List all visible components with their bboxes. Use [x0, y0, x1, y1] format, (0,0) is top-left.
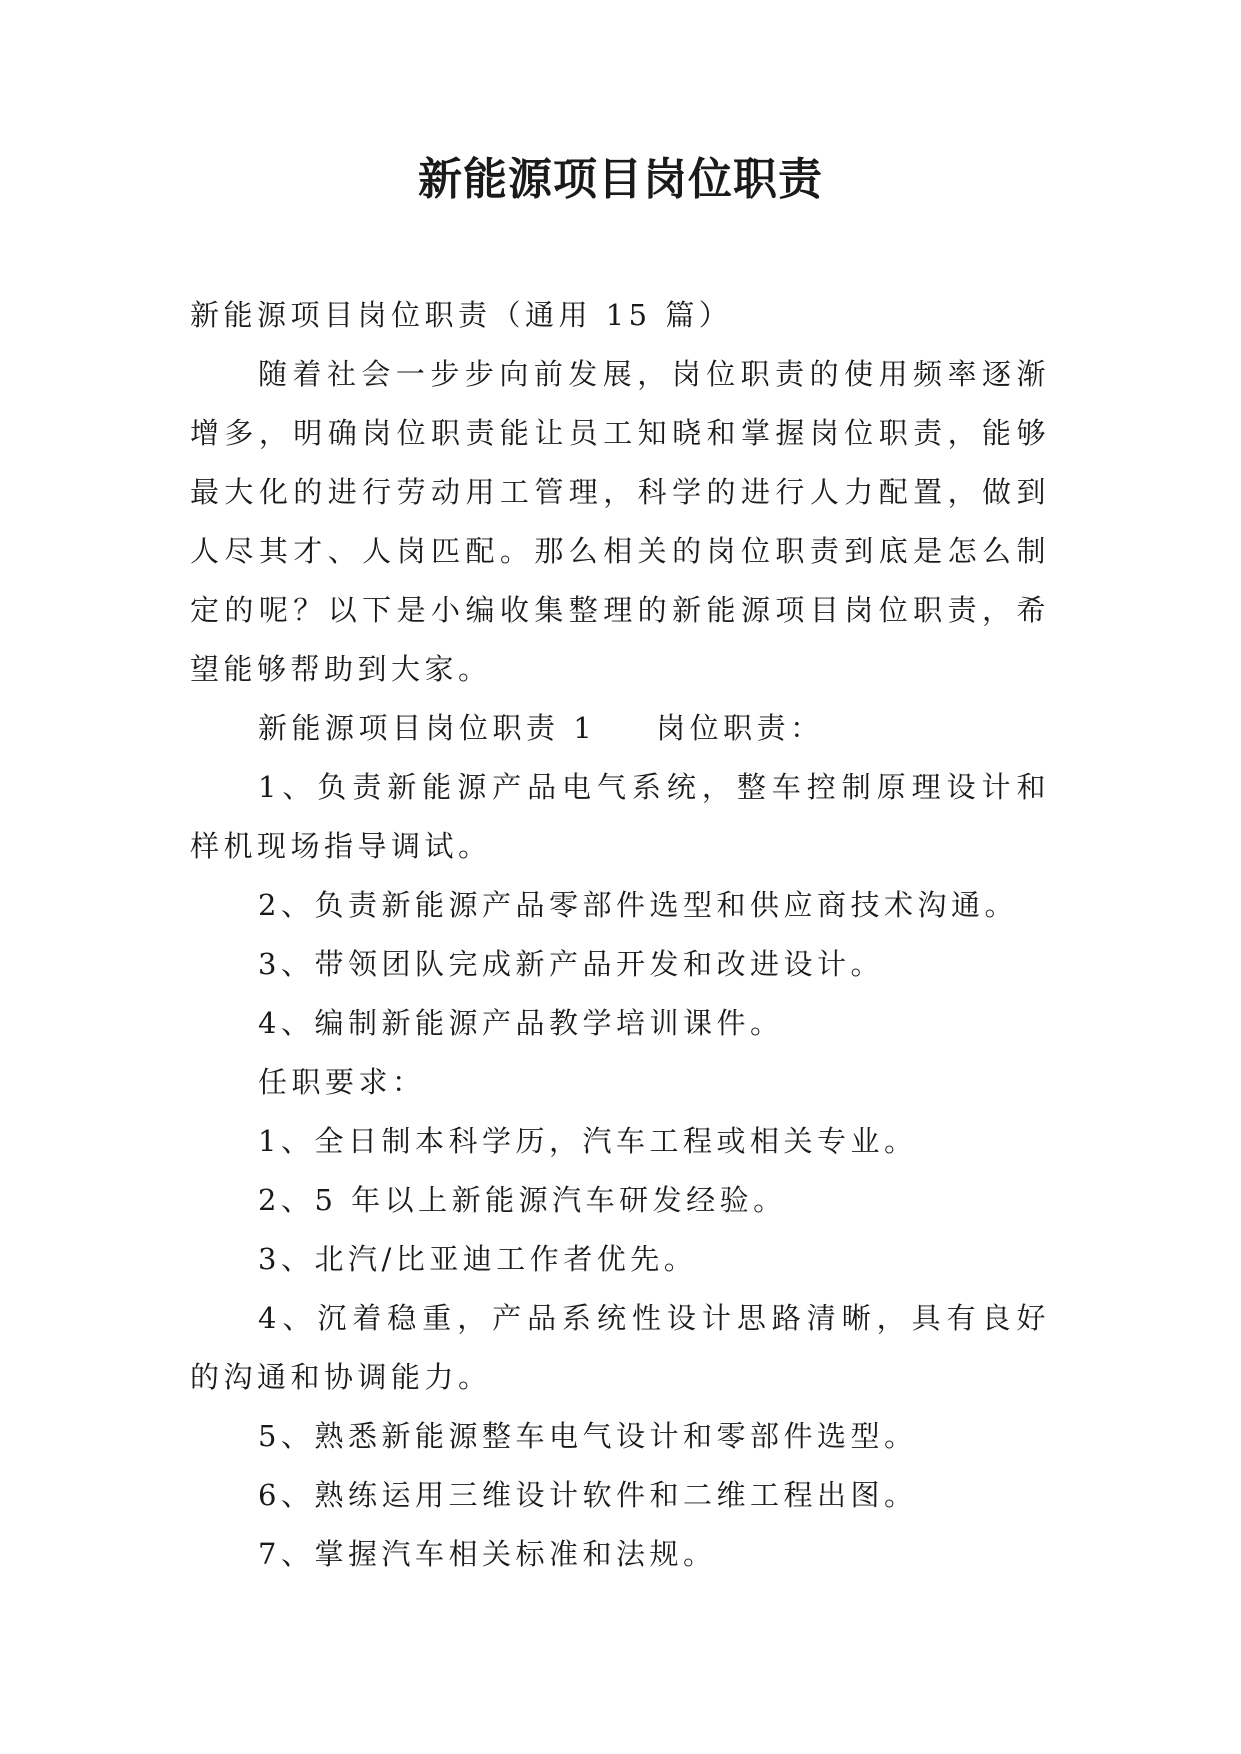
requirement-item: 5、熟悉新能源整车电气设计和零部件选型。: [258, 1419, 918, 1453]
intro-paragraph: 随着社会一步步向前发展，岗位职责的使用频率逐渐增多，明确岗位职责能让员工知晓和掌握岗位职责，能够最大化的进行劳动用工管理，科学的进行人力配置，做到人尽其才、人岗匹配。那么相关的岗位职责到底是怎么制定的呢？以下是小编收集整理的新能源项目岗位职责，希望能够帮助到大家。: [190, 357, 1050, 686]
requirement-item: 6、熟练运用三维设计软件和二维工程出图。: [258, 1478, 918, 1512]
requirements-label: 任职要求：: [258, 1065, 426, 1099]
requirement-item: 3、北汽/比亚迪工作者优先。: [258, 1242, 698, 1276]
requirement-item: 1、全日制本科学历，汽车工程或相关专业。: [258, 1124, 918, 1158]
duties-label: 岗位职责：: [656, 711, 824, 745]
requirement-item: 2、5 年以上新能源汽车研发经验。: [258, 1183, 787, 1217]
duty-item: 1、负责新能源产品电气系统，整车控制原理设计和样机现场指导调试。: [190, 770, 1050, 863]
section-heading-line: [190, 699, 1050, 758]
duty-item: 4、编制新能源产品教学培训课件。: [258, 1006, 784, 1040]
document-body: [190, 286, 1050, 1584]
duty-item: 3、带领团队完成新产品开发和改进设计。: [258, 947, 884, 981]
requirement-item: 7、掌握汽车相关标准和法规。: [258, 1537, 717, 1571]
document-title: 新能源项目岗位职责: [418, 154, 823, 205]
duty-item: 2、负责新能源产品零部件选型和供应商技术沟通。: [258, 888, 1018, 922]
document-subtitle: 新能源项目岗位职责（通用 15 篇）: [190, 298, 733, 332]
requirement-item: 4、沉着稳重，产品系统性设计思路清晰，具有良好的沟通和协调能力。: [190, 1301, 1050, 1394]
section-heading: 新能源项目岗位职责 1: [258, 711, 597, 745]
